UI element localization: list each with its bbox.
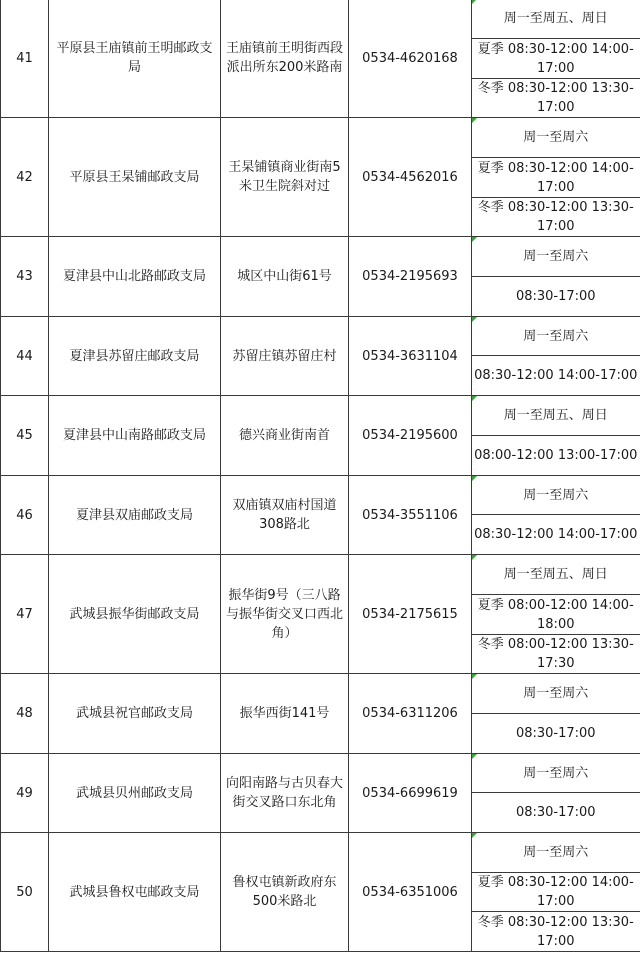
branch-name: 夏津县双庙邮政支局 [49, 476, 221, 555]
business-hours-label: 夏季 08:30-12:00 14:00-17:00 [477, 875, 634, 909]
business-days-label: 周一至周六 [523, 487, 589, 503]
cell-comment-marker [472, 754, 477, 759]
business-hours-label: 08:30-12:00 14:00-17:00 [474, 527, 638, 542]
business-days [472, 317, 640, 356]
business-hours-label: 冬季 08:30-12:00 13:30-17:00 [477, 81, 634, 115]
business-days [472, 476, 640, 515]
branch-number: 49 [1, 754, 49, 833]
table-row [1, 674, 640, 714]
branch-phone: 0534-2195693 [349, 237, 472, 317]
branch-address: 振华街9号（三八路与振华街交叉口西北角） [221, 555, 349, 674]
branch-address: 鲁权屯镇新政府东500米路北 [221, 833, 349, 952]
branch-phone: 0534-2195600 [349, 396, 472, 476]
branch-number: 48 [1, 674, 49, 754]
branch-name: 武城县祝官邮政支局 [49, 674, 221, 754]
branch-address: 向阳南路与古贝春大街交叉路口东北角 [221, 754, 349, 833]
branch-number: 45 [1, 396, 49, 476]
table-row [1, 118, 640, 158]
branch-number: 47 [1, 555, 49, 674]
business-days-label: 周一至周六 [523, 130, 589, 145]
business-days-label: 周一至周六 [523, 328, 589, 344]
business-hours [472, 356, 640, 396]
business-days-label: 周一至周五、周日 [503, 408, 608, 423]
business-days-label: 周一至周五、周日 [503, 11, 608, 26]
branch-phone: 0534-3551106 [349, 476, 472, 555]
business-hours-label: 冬季 08:30-12:00 13:30-17:00 [477, 914, 634, 949]
cell-comment-marker [472, 674, 477, 679]
table-row [1, 396, 640, 436]
business-hours-label: 08:30-12:00 14:00-17:00 [474, 368, 638, 383]
cell-comment-marker [472, 118, 477, 123]
business-days [472, 555, 640, 595]
business-hours-label: 夏季 08:00-12:00 14:00-18:00 [477, 597, 634, 632]
business-hours [472, 277, 640, 317]
business-hours [472, 873, 640, 912]
business-hours [472, 595, 640, 635]
cell-comment-marker [472, 555, 477, 560]
cell-comment-marker [472, 237, 477, 242]
business-hours-label: 夏季 08:30-12:00 14:00-17:00 [477, 41, 634, 76]
branch-name: 夏津县苏留庄邮政支局 [49, 317, 221, 396]
table-row [1, 754, 640, 793]
business-hours-label: 08:30-17:00 [515, 289, 596, 304]
business-hours-label: 冬季 08:30-12:00 13:30-17:00 [477, 200, 634, 234]
branch-phone: 0534-6311206 [349, 674, 472, 754]
table-row [1, 476, 640, 515]
branch-phone: 0534-2175615 [349, 555, 472, 674]
branch-name: 平原县王庙镇前王明邮政支局 [49, 0, 221, 118]
business-days [472, 237, 640, 277]
branch-phone: 0534-4620168 [349, 0, 472, 118]
business-days [472, 0, 640, 39]
business-hours-label: 08:30-17:00 [515, 805, 596, 820]
branch-phone: 0534-6699619 [349, 754, 472, 833]
branch-number: 44 [1, 317, 49, 396]
business-days-label: 周一至周六 [523, 686, 589, 701]
business-days [472, 674, 640, 714]
business-hours [472, 158, 640, 198]
business-days-label: 周一至周五、周日 [503, 567, 608, 582]
branch-table-body [1, 0, 640, 952]
business-days [472, 396, 640, 436]
branch-number: 41 [1, 0, 49, 118]
branch-number: 42 [1, 118, 49, 237]
business-hours [472, 912, 640, 952]
business-hours-label: 08:30-17:00 [515, 726, 596, 741]
business-days [472, 118, 640, 158]
business-hours-label: 夏季 08:30-12:00 14:00-17:00 [477, 160, 634, 195]
branch-phone: 0534-4562016 [349, 118, 472, 237]
branch-address: 德兴商业街南首 [221, 396, 349, 476]
table-row [1, 833, 640, 873]
cell-comment-marker [472, 317, 477, 322]
business-hours [472, 198, 640, 237]
business-hours [472, 515, 640, 555]
business-days [472, 833, 640, 873]
business-days-label: 周一至周六 [523, 845, 589, 860]
branch-address: 振华西街141号 [221, 674, 349, 754]
branch-number: 50 [1, 833, 49, 952]
business-hours [472, 436, 640, 476]
table-row [1, 555, 640, 595]
cell-comment-marker [472, 476, 477, 481]
business-days-label: 周一至周六 [523, 249, 589, 264]
business-hours [472, 793, 640, 833]
business-hours-label: 冬季 08:00-12:00 13:30-17:30 [477, 637, 634, 671]
branch-phone: 0534-3631104 [349, 317, 472, 396]
table-row [1, 237, 640, 277]
business-days-label: 周一至周六 [523, 765, 589, 781]
business-hours [472, 79, 640, 118]
business-hours [472, 39, 640, 79]
branch-address: 苏留庄镇苏留庄村 [221, 317, 349, 396]
business-hours [472, 635, 640, 674]
branch-name: 武城县振华街邮政支局 [49, 555, 221, 674]
branch-name: 平原县王杲铺邮政支局 [49, 118, 221, 237]
branch-address: 王杲铺镇商业街南5米卫生院斜对过 [221, 118, 349, 237]
branch-phone: 0534-6351006 [349, 833, 472, 952]
business-hours [472, 714, 640, 754]
branch-name: 武城县贝州邮政支局 [49, 754, 221, 833]
cell-comment-marker [472, 396, 477, 401]
branch-name: 夏津县中山北路邮政支局 [49, 237, 221, 317]
branch-number: 46 [1, 476, 49, 555]
business-days [472, 754, 640, 793]
table-row [1, 317, 640, 356]
branch-number: 43 [1, 237, 49, 317]
business-hours-label: 08:00-12:00 13:00-17:00 [474, 448, 638, 463]
branch-name: 武城县鲁权屯邮政支局 [49, 833, 221, 952]
branch-address: 城区中山街61号 [221, 237, 349, 317]
cell-comment-marker [472, 833, 477, 838]
branch-address: 王庙镇前王明街西段派出所东200米路南 [221, 0, 349, 118]
cell-comment-marker [472, 0, 477, 4]
table-row [1, 0, 640, 39]
branch-address: 双庙镇双庙村国道308路北 [221, 476, 349, 555]
branch-name: 夏津县中山南路邮政支局 [49, 396, 221, 476]
